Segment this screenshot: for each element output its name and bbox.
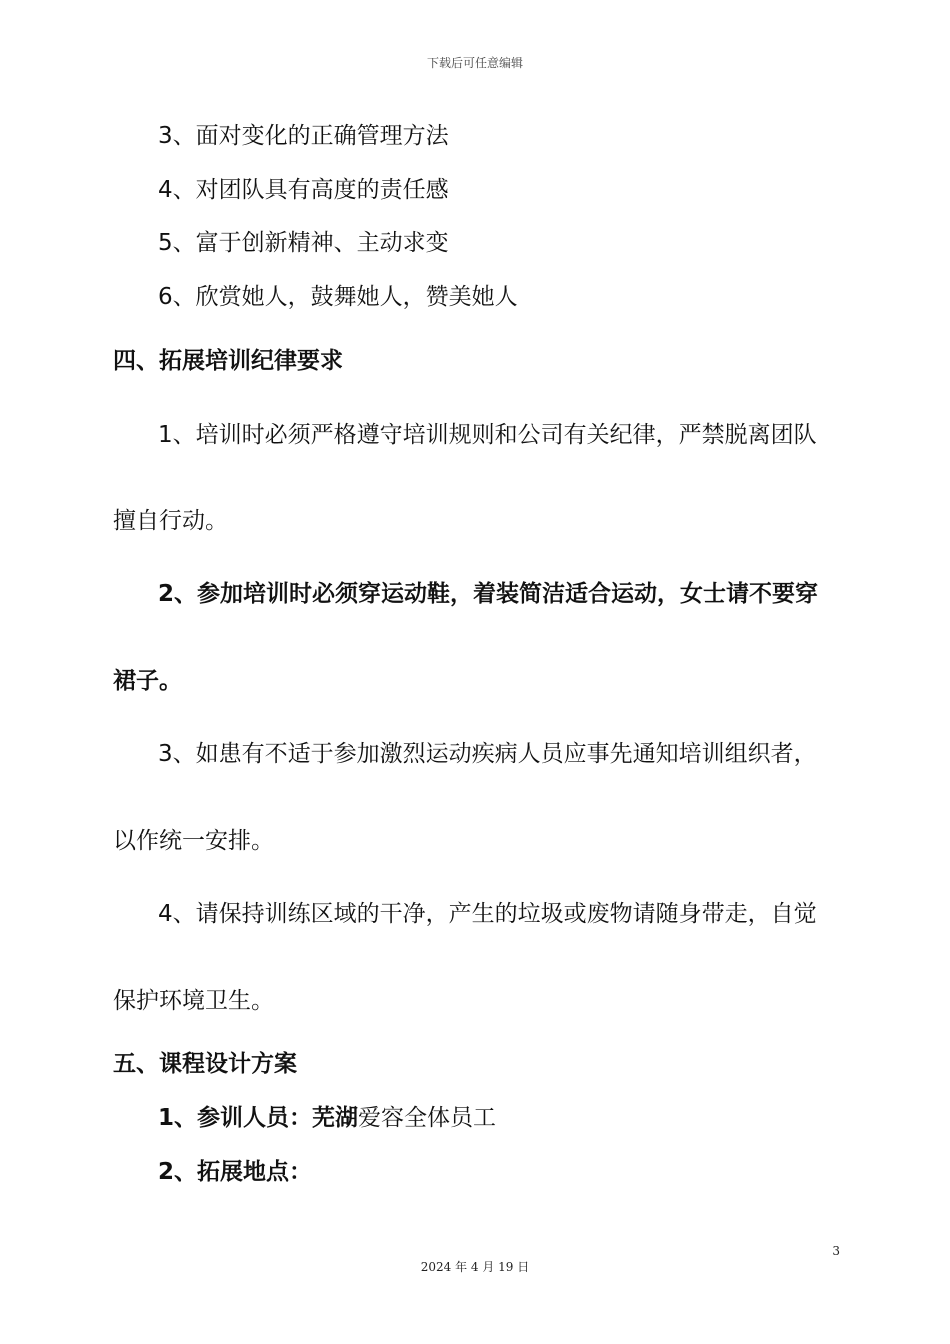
header-note: 下载后可任意编辑 <box>426 56 523 70</box>
list-item: 5、富于创新精神、主动求变 <box>158 230 449 256</box>
rule-item-1-line2: 擅自行动。 <box>113 508 228 534</box>
course-item-participants <box>158 1103 496 1133</box>
rule-item-2-line1: 2、参加培训时必须穿运动鞋，着装简洁适合运动，女士请不要穿 <box>158 581 819 607</box>
participants-city: 芜湖 <box>312 1105 359 1131</box>
list-item: 6、欣赏她人，鼓舞她人，赞美她人 <box>158 284 518 310</box>
section-heading-5: 五、课程设计方案 <box>113 1051 297 1077</box>
list-item: 3、面对变化的正确管理方法 <box>158 123 449 149</box>
page-number: 3 <box>832 1244 840 1258</box>
rule-item-3-line2: 以作统一安排。 <box>113 828 274 854</box>
rule-item-1-line1: 1、培训时必须严格遵守培训规则和公司有关纪律，严禁脱离团队 <box>158 422 817 448</box>
participants-value: 爱容全体员工 <box>358 1105 497 1131</box>
course-item-location: 2、拓展地点： <box>158 1159 313 1185</box>
rule-item-4-line1: 4、请保持训练区域的干净，产生的垃圾或废物请随身带走，自觉 <box>158 901 817 927</box>
section-heading-4: 四、拓展培训纪律要求 <box>113 348 343 374</box>
rule-item-3-line1: 3、如患有不适于参加激烈运动疾病人员应事先通知培训组织者， <box>158 741 817 767</box>
participants-label: 1、参训人员： <box>158 1105 313 1131</box>
list-item: 4、对团队具有高度的责任感 <box>158 177 449 203</box>
footer-date: 2024 年 4 月 19 日 <box>420 1260 530 1274</box>
rule-item-4-line2: 保护环境卫生。 <box>113 988 274 1014</box>
rule-item-2-line2: 裙子。 <box>113 668 182 694</box>
